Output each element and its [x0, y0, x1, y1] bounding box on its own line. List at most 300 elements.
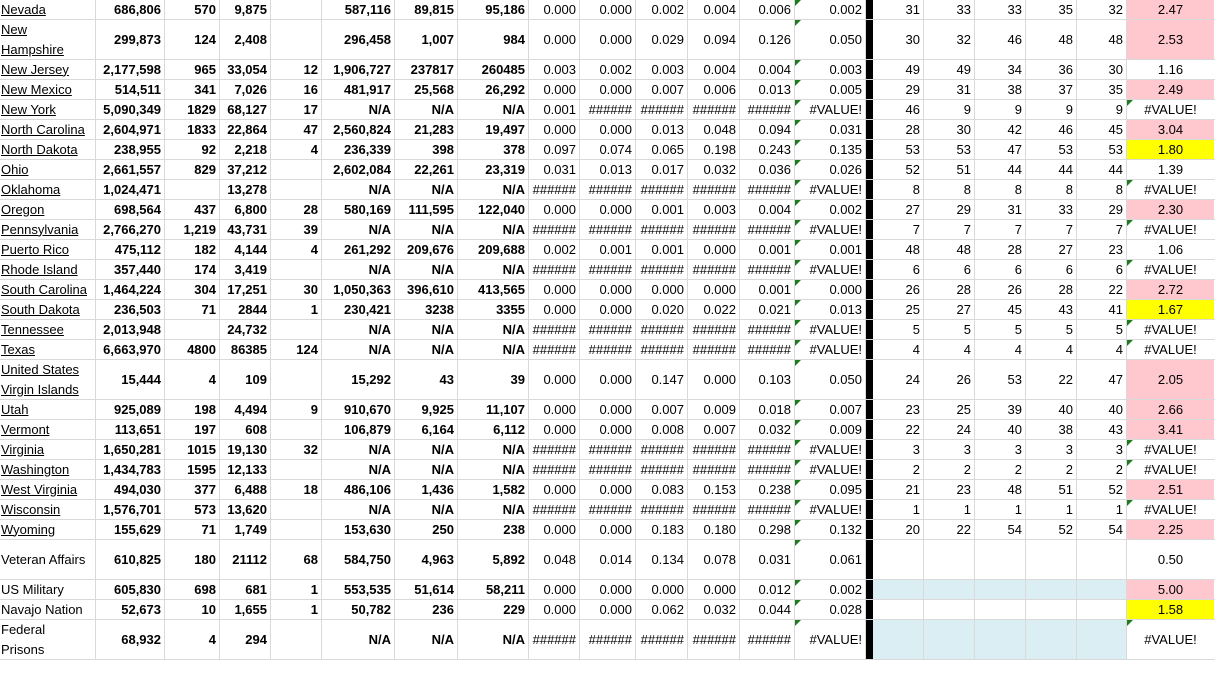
count-cell[interactable]: 237817: [395, 60, 458, 79]
count-cell[interactable]: 608: [220, 420, 271, 439]
rank-cell[interactable]: 4: [975, 340, 1026, 359]
ratio-cell[interactable]: 0.003: [636, 60, 688, 79]
count-cell[interactable]: 2,013,948: [96, 320, 165, 339]
count-cell[interactable]: 4: [271, 140, 322, 159]
ratio-cell[interactable]: ######: [529, 220, 580, 239]
rank-cell[interactable]: 34: [975, 60, 1026, 79]
ratio-cell[interactable]: 0.031: [740, 540, 795, 579]
rank-cell[interactable]: 42: [975, 120, 1026, 139]
score-cell[interactable]: 5.00: [1127, 580, 1214, 599]
rank-cell[interactable]: 23: [873, 400, 924, 419]
rank-cell[interactable]: 6: [873, 260, 924, 279]
ratio-cell[interactable]: 0.048: [529, 540, 580, 579]
count-cell[interactable]: 229: [458, 600, 529, 619]
count-cell[interactable]: 294: [220, 620, 271, 659]
count-cell[interactable]: 261,292: [322, 240, 395, 259]
ratio-cell[interactable]: ######: [688, 220, 740, 239]
ratio-cell[interactable]: ######: [740, 180, 795, 199]
score-cell[interactable]: 2.51: [1127, 480, 1214, 499]
count-cell[interactable]: 398: [395, 140, 458, 159]
count-cell[interactable]: 396,610: [395, 280, 458, 299]
average-cell[interactable]: 0.132: [795, 520, 866, 539]
score-cell[interactable]: #VALUE!: [1127, 500, 1214, 519]
average-cell[interactable]: 0.026: [795, 160, 866, 179]
rank-cell[interactable]: 53: [975, 360, 1026, 399]
count-cell[interactable]: 33,054: [220, 60, 271, 79]
count-cell[interactable]: 1,464,224: [96, 280, 165, 299]
state-link[interactable]: South Dakota: [1, 301, 80, 317]
count-cell[interactable]: 2,766,270: [96, 220, 165, 239]
row-label-cell[interactable]: [0, 420, 96, 439]
ratio-cell[interactable]: 0.008: [636, 420, 688, 439]
ratio-cell[interactable]: 0.044: [740, 600, 795, 619]
count-cell[interactable]: 1829: [165, 100, 220, 119]
state-link[interactable]: West Virginia: [1, 481, 78, 497]
ratio-cell[interactable]: 0.000: [580, 580, 636, 599]
ratio-cell[interactable]: 0.000: [529, 120, 580, 139]
state-link[interactable]: Virginia: [1, 441, 45, 457]
ratio-cell[interactable]: 0.083: [636, 480, 688, 499]
score-cell[interactable]: #VALUE!: [1127, 180, 1214, 199]
ratio-cell[interactable]: 0.004: [740, 200, 795, 219]
rank-cell[interactable]: 48: [975, 480, 1026, 499]
ratio-cell[interactable]: 0.001: [740, 240, 795, 259]
rank-cell[interactable]: 53: [1077, 140, 1127, 159]
count-cell[interactable]: 4,963: [395, 540, 458, 579]
ratio-cell[interactable]: ######: [529, 460, 580, 479]
score-cell[interactable]: #VALUE!: [1127, 220, 1214, 239]
count-cell[interactable]: 605,830: [96, 580, 165, 599]
ratio-cell[interactable]: 0.000: [529, 20, 580, 59]
state-link[interactable]: Wyoming: [1, 521, 56, 537]
rank-cell[interactable]: 5: [1026, 320, 1077, 339]
rank-cell[interactable]: 31: [924, 80, 975, 99]
count-cell[interactable]: 43,731: [220, 220, 271, 239]
ratio-cell[interactable]: 0.147: [636, 360, 688, 399]
count-cell[interactable]: 19,497: [458, 120, 529, 139]
score-cell[interactable]: #VALUE!: [1127, 440, 1214, 459]
ratio-cell[interactable]: 0.243: [740, 140, 795, 159]
count-cell[interactable]: 68: [271, 540, 322, 579]
count-cell[interactable]: 71: [165, 300, 220, 319]
count-cell[interactable]: N/A: [458, 500, 529, 519]
ratio-cell[interactable]: ######: [636, 500, 688, 519]
count-cell[interactable]: 6,112: [458, 420, 529, 439]
ratio-cell[interactable]: 0.000: [529, 520, 580, 539]
average-cell[interactable]: 0.028: [795, 600, 866, 619]
ratio-cell[interactable]: 0.000: [688, 280, 740, 299]
count-cell[interactable]: 584,750: [322, 540, 395, 579]
ratio-cell[interactable]: 0.183: [636, 520, 688, 539]
count-cell[interactable]: 413,565: [458, 280, 529, 299]
count-cell[interactable]: 9,875: [220, 0, 271, 19]
count-cell[interactable]: 1,576,701: [96, 500, 165, 519]
count-cell[interactable]: 155,629: [96, 520, 165, 539]
rank-cell[interactable]: [1026, 600, 1077, 619]
count-cell[interactable]: 106,879: [322, 420, 395, 439]
ratio-cell[interactable]: 0.000: [580, 600, 636, 619]
ratio-cell[interactable]: 0.000: [688, 240, 740, 259]
count-cell[interactable]: [271, 360, 322, 399]
ratio-cell[interactable]: 0.198: [688, 140, 740, 159]
rank-cell[interactable]: 48: [1026, 20, 1077, 59]
average-cell[interactable]: #VALUE!: [795, 260, 866, 279]
rank-cell[interactable]: 1: [975, 500, 1026, 519]
count-cell[interactable]: 1,749: [220, 520, 271, 539]
ratio-cell[interactable]: 0.000: [688, 580, 740, 599]
score-cell[interactable]: #VALUE!: [1127, 100, 1214, 119]
score-cell[interactable]: 3.04: [1127, 120, 1214, 139]
ratio-cell[interactable]: 0.004: [688, 60, 740, 79]
count-cell[interactable]: 553,535: [322, 580, 395, 599]
count-cell[interactable]: 1,007: [395, 20, 458, 59]
rank-cell[interactable]: 1: [873, 500, 924, 519]
ratio-cell[interactable]: 0.062: [636, 600, 688, 619]
rank-cell[interactable]: 9: [1077, 100, 1127, 119]
ratio-cell[interactable]: ######: [688, 320, 740, 339]
count-cell[interactable]: 475,112: [96, 240, 165, 259]
ratio-cell[interactable]: ######: [688, 100, 740, 119]
count-cell[interactable]: 180: [165, 540, 220, 579]
ratio-cell[interactable]: 0.000: [688, 360, 740, 399]
rank-cell[interactable]: 36: [1026, 60, 1077, 79]
count-cell[interactable]: 11,107: [458, 400, 529, 419]
ratio-cell[interactable]: 0.032: [740, 420, 795, 439]
count-cell[interactable]: N/A: [458, 320, 529, 339]
count-cell[interactable]: 3,419: [220, 260, 271, 279]
ratio-cell[interactable]: 0.001: [580, 240, 636, 259]
count-cell[interactable]: 21112: [220, 540, 271, 579]
ratio-cell[interactable]: 0.020: [636, 300, 688, 319]
ratio-cell[interactable]: 0.029: [636, 20, 688, 59]
count-cell[interactable]: 18: [271, 480, 322, 499]
ratio-cell[interactable]: 0.004: [688, 0, 740, 19]
count-cell[interactable]: 122,040: [458, 200, 529, 219]
count-cell[interactable]: 52,673: [96, 600, 165, 619]
count-cell[interactable]: N/A: [395, 100, 458, 119]
rank-cell[interactable]: [924, 580, 975, 599]
rank-cell[interactable]: [924, 540, 975, 579]
ratio-cell[interactable]: ######: [580, 460, 636, 479]
rank-cell[interactable]: 8: [1077, 180, 1127, 199]
ratio-cell[interactable]: 0.126: [740, 20, 795, 59]
count-cell[interactable]: 23,319: [458, 160, 529, 179]
count-cell[interactable]: 6,164: [395, 420, 458, 439]
rank-cell[interactable]: 9: [975, 100, 1026, 119]
ratio-cell[interactable]: 0.000: [636, 280, 688, 299]
count-cell[interactable]: N/A: [322, 220, 395, 239]
count-cell[interactable]: 481,917: [322, 80, 395, 99]
ratio-cell[interactable]: ######: [580, 500, 636, 519]
count-cell[interactable]: N/A: [395, 340, 458, 359]
average-cell[interactable]: 0.002: [795, 0, 866, 19]
count-cell[interactable]: 1,655: [220, 600, 271, 619]
ratio-cell[interactable]: 0.000: [529, 280, 580, 299]
ratio-cell[interactable]: ######: [529, 500, 580, 519]
ratio-cell[interactable]: 0.000: [529, 80, 580, 99]
count-cell[interactable]: N/A: [458, 460, 529, 479]
count-cell[interactable]: 24,732: [220, 320, 271, 339]
count-cell[interactable]: 829: [165, 160, 220, 179]
average-cell[interactable]: #VALUE!: [795, 440, 866, 459]
count-cell[interactable]: 486,106: [322, 480, 395, 499]
count-cell[interactable]: [165, 180, 220, 199]
rank-cell[interactable]: 32: [924, 20, 975, 59]
state-link[interactable]: Ohio: [1, 161, 29, 177]
count-cell[interactable]: 22,864: [220, 120, 271, 139]
rank-cell[interactable]: 6: [975, 260, 1026, 279]
count-cell[interactable]: 2,560,824: [322, 120, 395, 139]
ratio-cell[interactable]: 0.000: [580, 20, 636, 59]
score-cell[interactable]: 1.67: [1127, 300, 1214, 319]
rank-cell[interactable]: 27: [873, 200, 924, 219]
ratio-cell[interactable]: 0.000: [580, 300, 636, 319]
count-cell[interactable]: 698: [165, 580, 220, 599]
rank-cell[interactable]: 52: [1026, 520, 1077, 539]
count-cell[interactable]: 494,030: [96, 480, 165, 499]
average-cell[interactable]: #VALUE!: [795, 500, 866, 519]
count-cell[interactable]: 238,955: [96, 140, 165, 159]
row-label-cell[interactable]: [0, 540, 96, 579]
rank-cell[interactable]: 44: [975, 160, 1026, 179]
count-cell[interactable]: 686,806: [96, 0, 165, 19]
count-cell[interactable]: [271, 260, 322, 279]
ratio-cell[interactable]: ######: [688, 260, 740, 279]
count-cell[interactable]: 124: [165, 20, 220, 59]
ratio-cell[interactable]: 0.000: [529, 600, 580, 619]
rank-cell[interactable]: 29: [924, 200, 975, 219]
state-link[interactable]: New York: [1, 101, 56, 117]
state-link[interactable]: New Hampshire: [1, 21, 64, 57]
average-cell[interactable]: 0.000: [795, 280, 866, 299]
row-label-cell[interactable]: [0, 180, 96, 199]
count-cell[interactable]: 174: [165, 260, 220, 279]
rank-cell[interactable]: [975, 540, 1026, 579]
count-cell[interactable]: 1,582: [458, 480, 529, 499]
count-cell[interactable]: 1,650,281: [96, 440, 165, 459]
count-cell[interactable]: 71: [165, 520, 220, 539]
count-cell[interactable]: 153,630: [322, 520, 395, 539]
rank-cell[interactable]: 30: [924, 120, 975, 139]
rank-cell[interactable]: [924, 600, 975, 619]
rank-cell[interactable]: 38: [975, 80, 1026, 99]
rank-cell[interactable]: 28: [975, 240, 1026, 259]
ratio-cell[interactable]: 0.006: [688, 80, 740, 99]
rank-cell[interactable]: 30: [873, 20, 924, 59]
average-cell[interactable]: #VALUE!: [795, 320, 866, 339]
row-label-cell[interactable]: [0, 340, 96, 359]
rank-cell[interactable]: 8: [873, 180, 924, 199]
state-link[interactable]: Nevada: [1, 1, 46, 17]
count-cell[interactable]: N/A: [395, 500, 458, 519]
rank-cell[interactable]: 2: [873, 460, 924, 479]
rank-cell[interactable]: 48: [1077, 20, 1127, 59]
ratio-cell[interactable]: 0.094: [740, 120, 795, 139]
ratio-cell[interactable]: ######: [740, 440, 795, 459]
row-label-cell[interactable]: [0, 620, 96, 659]
rank-cell[interactable]: 2: [975, 460, 1026, 479]
count-cell[interactable]: N/A: [322, 340, 395, 359]
state-link[interactable]: Oklahoma: [1, 181, 61, 197]
count-cell[interactable]: 198: [165, 400, 220, 419]
count-cell[interactable]: 13,620: [220, 500, 271, 519]
count-cell[interactable]: 238: [458, 520, 529, 539]
rank-cell[interactable]: 46: [1026, 120, 1077, 139]
count-cell[interactable]: N/A: [395, 220, 458, 239]
rank-cell[interactable]: 8: [1026, 180, 1077, 199]
row-label-cell[interactable]: [0, 580, 96, 599]
count-cell[interactable]: 6,488: [220, 480, 271, 499]
ratio-cell[interactable]: 0.000: [580, 480, 636, 499]
ratio-cell[interactable]: 0.014: [580, 540, 636, 579]
average-cell[interactable]: 0.050: [795, 20, 866, 59]
count-cell[interactable]: 7,026: [220, 80, 271, 99]
state-link[interactable]: New Jersey: [1, 61, 69, 77]
ratio-cell[interactable]: 0.065: [636, 140, 688, 159]
count-cell[interactable]: [271, 20, 322, 59]
ratio-cell[interactable]: 0.003: [529, 60, 580, 79]
rank-cell[interactable]: 28: [873, 120, 924, 139]
ratio-cell[interactable]: ######: [636, 180, 688, 199]
count-cell[interactable]: 9,925: [395, 400, 458, 419]
rank-cell[interactable]: 3: [873, 440, 924, 459]
count-cell[interactable]: 1: [271, 600, 322, 619]
count-cell[interactable]: 15,444: [96, 360, 165, 399]
row-label-cell[interactable]: [0, 480, 96, 499]
count-cell[interactable]: 22,261: [395, 160, 458, 179]
count-cell[interactable]: 3238: [395, 300, 458, 319]
row-label-cell[interactable]: [0, 440, 96, 459]
ratio-cell[interactable]: 0.022: [688, 300, 740, 319]
rank-cell[interactable]: 3: [1077, 440, 1127, 459]
count-cell[interactable]: N/A: [458, 100, 529, 119]
count-cell[interactable]: 16: [271, 80, 322, 99]
state-link[interactable]: Texas: [1, 341, 35, 357]
count-cell[interactable]: 37,212: [220, 160, 271, 179]
rank-cell[interactable]: 28: [1026, 280, 1077, 299]
rank-cell[interactable]: 8: [975, 180, 1026, 199]
count-cell[interactable]: 30: [271, 280, 322, 299]
count-cell[interactable]: 10: [165, 600, 220, 619]
average-cell[interactable]: #VALUE!: [795, 220, 866, 239]
rank-cell[interactable]: [975, 600, 1026, 619]
average-cell[interactable]: 0.013: [795, 300, 866, 319]
score-cell[interactable]: #VALUE!: [1127, 460, 1214, 479]
rank-cell[interactable]: 3: [1026, 440, 1077, 459]
ratio-cell[interactable]: ######: [636, 320, 688, 339]
count-cell[interactable]: 9: [271, 400, 322, 419]
row-label-cell[interactable]: [0, 520, 96, 539]
rank-cell[interactable]: 35: [1077, 80, 1127, 99]
count-cell[interactable]: N/A: [458, 220, 529, 239]
rank-cell[interactable]: 22: [1026, 360, 1077, 399]
count-cell[interactable]: 4: [165, 620, 220, 659]
ratio-cell[interactable]: ######: [580, 180, 636, 199]
row-label-cell[interactable]: [0, 200, 96, 219]
score-cell[interactable]: #VALUE!: [1127, 320, 1214, 339]
ratio-cell[interactable]: ######: [688, 180, 740, 199]
count-cell[interactable]: 209,676: [395, 240, 458, 259]
count-cell[interactable]: N/A: [322, 620, 395, 659]
rank-cell[interactable]: 9: [924, 100, 975, 119]
count-cell[interactable]: 58,211: [458, 580, 529, 599]
count-cell[interactable]: 4,144: [220, 240, 271, 259]
state-link[interactable]: Oregon: [1, 201, 45, 217]
rank-cell[interactable]: 44: [1026, 160, 1077, 179]
ratio-cell[interactable]: 0.000: [529, 480, 580, 499]
count-cell[interactable]: [271, 460, 322, 479]
count-cell[interactable]: 514,511: [96, 80, 165, 99]
ratio-cell[interactable]: ######: [636, 340, 688, 359]
count-cell[interactable]: 109: [220, 360, 271, 399]
count-cell[interactable]: N/A: [458, 180, 529, 199]
rank-cell[interactable]: 33: [924, 0, 975, 19]
ratio-cell[interactable]: ######: [580, 220, 636, 239]
row-label-cell[interactable]: [0, 120, 96, 139]
count-cell[interactable]: 86385: [220, 340, 271, 359]
rank-cell[interactable]: 47: [1077, 360, 1127, 399]
score-cell[interactable]: 2.30: [1127, 200, 1214, 219]
rank-cell[interactable]: 25: [924, 400, 975, 419]
average-cell[interactable]: 0.003: [795, 60, 866, 79]
ratio-cell[interactable]: 0.000: [529, 580, 580, 599]
rank-cell[interactable]: 4: [924, 340, 975, 359]
rank-cell[interactable]: 35: [1026, 0, 1077, 19]
count-cell[interactable]: 260485: [458, 60, 529, 79]
rank-cell[interactable]: 5: [1077, 320, 1127, 339]
ratio-cell[interactable]: ######: [529, 320, 580, 339]
rank-cell[interactable]: 48: [924, 240, 975, 259]
state-link[interactable]: North Carolina: [1, 121, 85, 137]
count-cell[interactable]: 437: [165, 200, 220, 219]
ratio-cell[interactable]: 0.031: [529, 160, 580, 179]
ratio-cell[interactable]: 0.007: [636, 80, 688, 99]
rank-cell[interactable]: [873, 540, 924, 579]
count-cell[interactable]: 299,873: [96, 20, 165, 59]
ratio-cell[interactable]: ######: [688, 440, 740, 459]
count-cell[interactable]: 4800: [165, 340, 220, 359]
ratio-cell[interactable]: 0.238: [740, 480, 795, 499]
state-link[interactable]: North Dakota: [1, 141, 78, 157]
rank-cell[interactable]: 40: [975, 420, 1026, 439]
state-link[interactable]: Puerto Rico: [1, 241, 69, 257]
count-cell[interactable]: 1015: [165, 440, 220, 459]
score-cell[interactable]: 0.50: [1157, 552, 1184, 567]
rank-cell[interactable]: 6: [924, 260, 975, 279]
count-cell[interactable]: 236,339: [322, 140, 395, 159]
count-cell[interactable]: N/A: [322, 100, 395, 119]
rank-cell[interactable]: [1077, 620, 1127, 659]
ratio-cell[interactable]: ######: [740, 100, 795, 119]
rank-cell[interactable]: 27: [924, 300, 975, 319]
count-cell[interactable]: N/A: [458, 260, 529, 279]
count-cell[interactable]: 13,278: [220, 180, 271, 199]
count-cell[interactable]: 1,024,471: [96, 180, 165, 199]
rank-cell[interactable]: 7: [1077, 220, 1127, 239]
rank-cell[interactable]: 2: [1026, 460, 1077, 479]
rank-cell[interactable]: 37: [1026, 80, 1077, 99]
count-cell[interactable]: [271, 0, 322, 19]
average-cell[interactable]: #VALUE!: [795, 460, 866, 479]
rank-cell[interactable]: 52: [873, 160, 924, 179]
rank-cell[interactable]: 54: [975, 520, 1026, 539]
rank-cell[interactable]: 6: [1026, 260, 1077, 279]
rank-cell[interactable]: 30: [1077, 60, 1127, 79]
count-cell[interactable]: 21,283: [395, 120, 458, 139]
rank-cell[interactable]: 38: [1026, 420, 1077, 439]
ratio-cell[interactable]: 0.036: [740, 160, 795, 179]
count-cell[interactable]: 1,436: [395, 480, 458, 499]
